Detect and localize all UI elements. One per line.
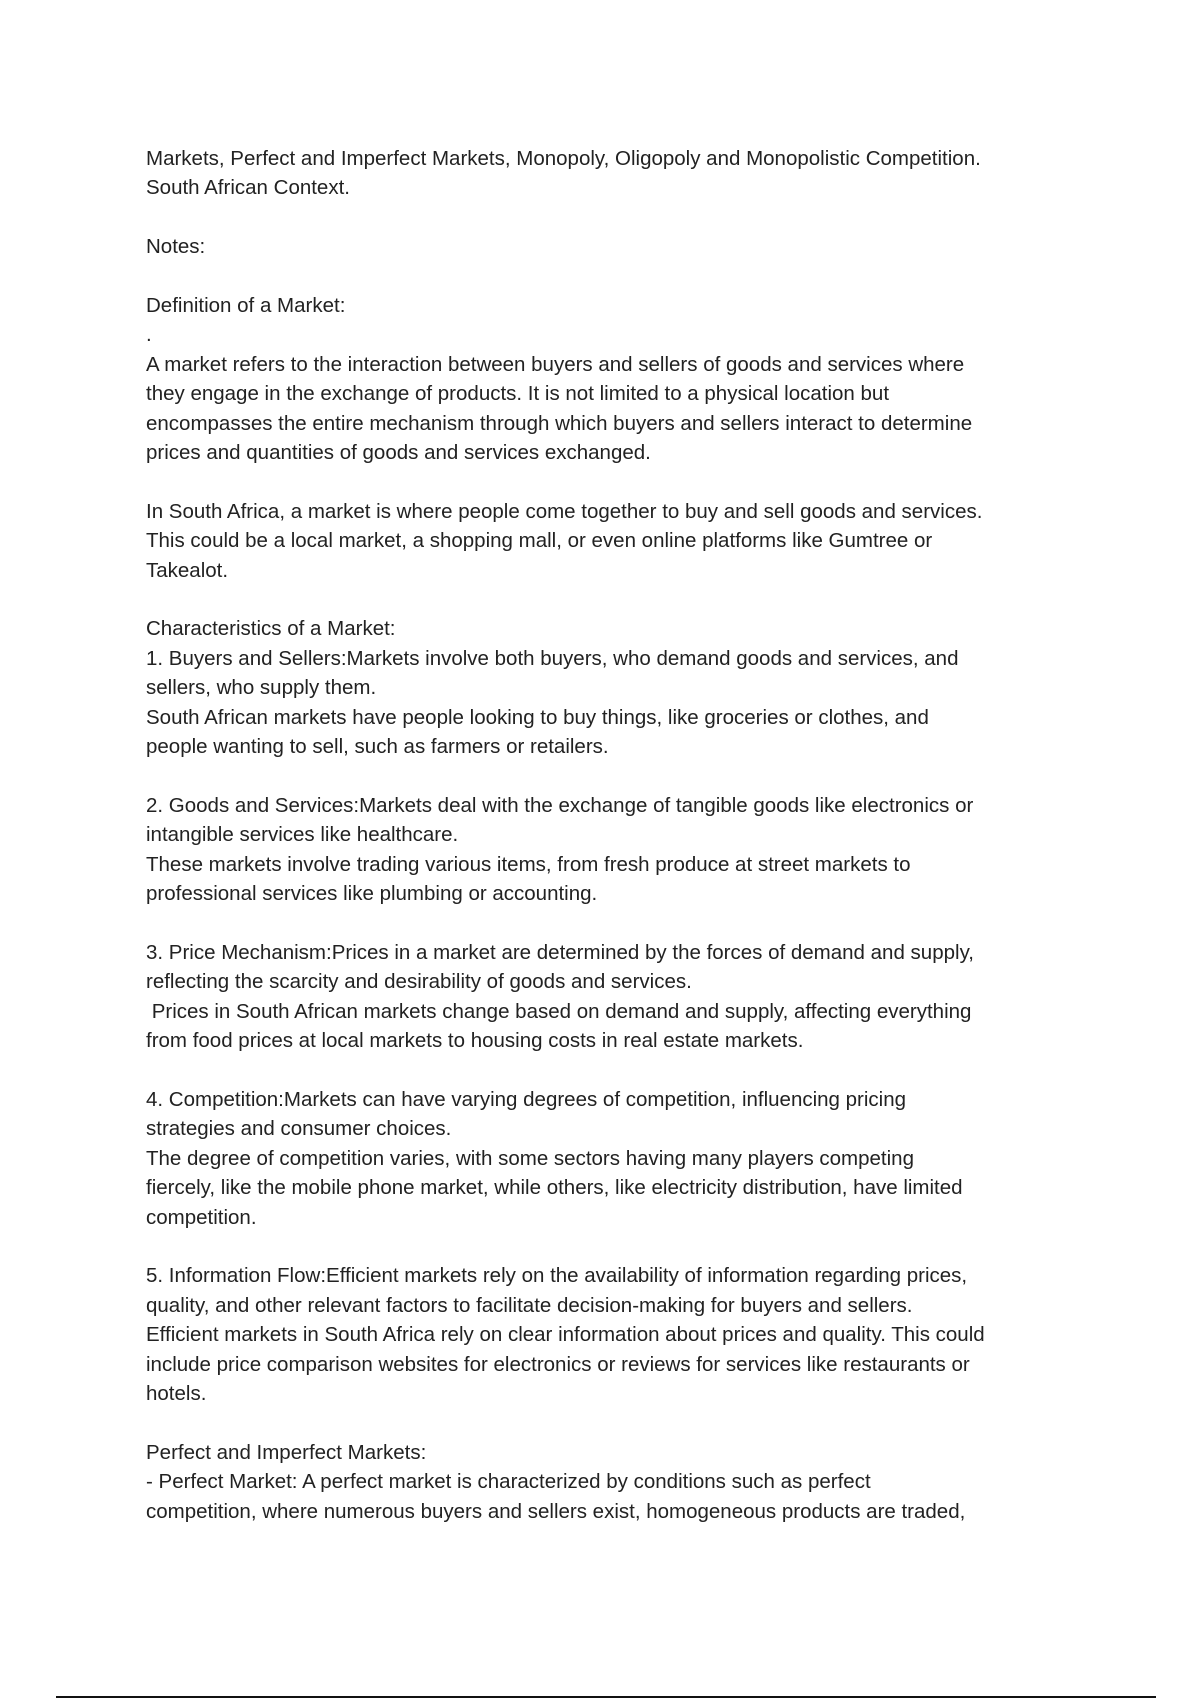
title-line: South African Context.: [146, 176, 350, 200]
notes-label: Notes:: [146, 235, 206, 259]
item-line: people wanting to sell, such as farmers or retailers.: [146, 735, 609, 759]
characteristics-section: [146, 614, 1076, 1408]
paragraph-line: competition, where numerous buyers and sellers exist, homogeneous products are traded,: [146, 1499, 966, 1523]
list-item: [146, 1261, 1076, 1408]
item-line: Prices in South African markets change based on demand and supply, affecting everything: [146, 999, 972, 1023]
item-line: South African markets have people looking to buy things, like groceries or clothes, and: [146, 705, 929, 729]
list-item: [146, 938, 1076, 1056]
item-line: Efficient markets in South Africa rely on clear information about prices and quality. This could: [146, 1323, 985, 1347]
footer-divider: [56, 1696, 1156, 1698]
section-heading: Characteristics of a Market:: [146, 617, 396, 641]
title-line: Markets, Perfect and Imperfect Markets, Monopoly, Oligopoly and Monopolistic Competition.: [146, 147, 981, 170]
definition-section: [146, 291, 1076, 585]
paragraph-line: prices and quantities of goods and services exchanged.: [146, 441, 651, 465]
item-line: from food prices at local markets to housing costs in real estate markets.: [146, 1029, 804, 1053]
item-line: 5. Information Flow:Efficient markets rely on the availability of information regarding prices,: [146, 1264, 968, 1288]
perfect-imperfect-section: [146, 1438, 1076, 1526]
item-line: quality, and other relevant factors to facilitate decision-making for buyers and sellers.: [146, 1293, 913, 1317]
section-heading: Perfect and Imperfect Markets:: [146, 1440, 427, 1464]
item-line: fiercely, like the mobile phone market, while others, like electricity distribution, have limited: [146, 1176, 963, 1200]
item-line: hotels.: [146, 1381, 207, 1405]
document-title: [146, 144, 1076, 203]
item-line: 1. Buyers and Sellers:Markets involve both buyers, who demand goods and services, and: [146, 646, 959, 670]
item-line: 2. Goods and Services:Markets deal with the exchange of tangible goods like electronics or: [146, 793, 974, 817]
paragraph-line: A market refers to the interaction between buyers and sellers of goods and services where: [146, 352, 965, 376]
item-line: The degree of competition varies, with some sectors having many players competing: [146, 1146, 914, 1170]
document-page: [146, 144, 1076, 1526]
list-item: [146, 644, 1076, 762]
item-line: reflecting the scarcity and desirability of goods and services.: [146, 970, 692, 994]
item-line: include price comparison websites for electronics or reviews for services like restaurants or: [146, 1352, 970, 1376]
item-line: 3. Price Mechanism:Prices in a market are determined by the forces of demand and supply,: [146, 940, 974, 964]
item-line: competition.: [146, 1205, 257, 1229]
item-line: professional services like plumbing or accounting.: [146, 882, 598, 906]
dot-line: .: [146, 323, 152, 347]
item-line: 4. Competition:Markets can have varying degrees of competition, influencing pricing: [146, 1087, 907, 1111]
item-line: These markets involve trading various items, from fresh produce at street markets to: [146, 852, 911, 876]
paragraph-line: This could be a local market, a shopping mall, or even online platforms like Gumtree or: [146, 529, 933, 553]
item-line: strategies and consumer choices.: [146, 1117, 452, 1141]
paragraph-line: Takealot.: [146, 558, 229, 582]
paragraph-line: encompasses the entire mechanism through which buyers and sellers interact to determine: [146, 411, 973, 435]
paragraph-line: they engage in the exchange of products. It is not limited to a physical location but: [146, 382, 890, 406]
item-line: intangible services like healthcare.: [146, 823, 459, 847]
list-item: [146, 1085, 1076, 1232]
item-line: sellers, who supply them.: [146, 676, 377, 700]
paragraph-line: In South Africa, a market is where people come together to buy and sell goods and services.: [146, 499, 983, 523]
section-heading: Definition of a Market:: [146, 294, 346, 317]
list-item: [146, 791, 1076, 909]
paragraph-line: - Perfect Market: A perfect market is characterized by conditions such as perfect: [146, 1470, 871, 1494]
